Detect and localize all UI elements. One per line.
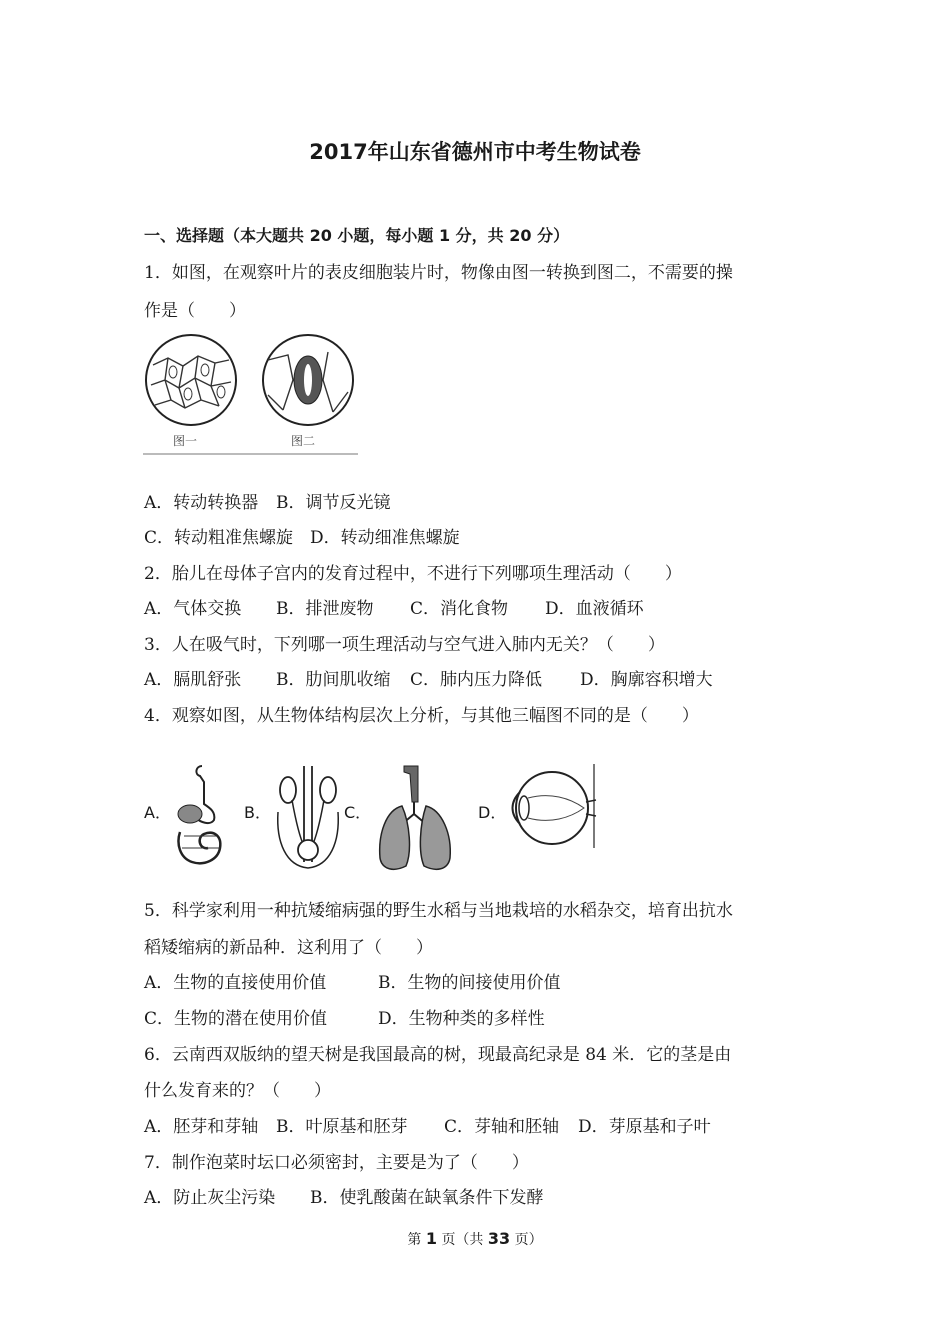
question-4-option-d-label: D． xyxy=(478,803,507,822)
question-4-stem: 4．观察如图，从生物体结构层次上分析，与其他三幅图不同的是（ ） xyxy=(144,706,699,726)
question-1-option-c: C．转动粗准焦螺旋 xyxy=(144,528,294,548)
question-3-option-a: A．膈肌舒张 xyxy=(144,670,242,690)
footer-suffix: 页） xyxy=(514,1232,543,1248)
question-7-option-a: A．防止灰尘污染 xyxy=(144,1188,276,1208)
question-1-option-d: D．转动细准焦螺旋 xyxy=(310,528,460,548)
respiratory-system-icon xyxy=(374,762,456,874)
question-6-option-a: A．胚芽和芽轴 xyxy=(144,1117,259,1137)
question-1-stem-line-2: 作是（ ） xyxy=(144,301,246,321)
question-3-option-b: B．肋间肌收缩 xyxy=(276,670,391,690)
question-2-option-b: B．排泄废物 xyxy=(276,599,374,619)
question-4-option-a-label: A． xyxy=(144,803,171,822)
footer-prefix: 第 xyxy=(407,1232,422,1248)
question-5-option-c: C．生物的潜在使用价值 xyxy=(144,1009,328,1029)
question-4-option-c-label: C． xyxy=(344,803,372,822)
question-2-option-c: C．消化食物 xyxy=(410,599,509,619)
urinary-system-icon xyxy=(270,762,346,874)
question-6-stem-line-1: 6．云南西双版纳的望天树是我国最高的树，现最高纪录是 84 米．它的茎是由 xyxy=(144,1045,732,1065)
question-7-stem: 7．制作泡菜时坛口必须密封，主要是为了（ ） xyxy=(144,1153,529,1173)
footer-mid: 页（共 xyxy=(441,1232,484,1248)
question-6-option-c: C．芽轴和胚轴 xyxy=(444,1117,560,1137)
question-2-stem: 2．胎儿在母体子宫内的发育过程中，不进行下列哪项生理活动（ ） xyxy=(144,564,682,584)
question-2-option-d: D．血液循环 xyxy=(545,599,644,619)
cell-view-two-image xyxy=(263,335,353,425)
question-5-option-d: D．生物种类的多样性 xyxy=(378,1009,545,1029)
question-6-option-b: B．叶原基和胚芽 xyxy=(276,1117,408,1137)
question-3-option-d: D．胸廓容积增大 xyxy=(580,670,713,690)
question-6-option-d: D．芽原基和子叶 xyxy=(578,1117,711,1137)
question-7-option-b: B．使乳酸菌在缺氧条件下发酵 xyxy=(310,1188,544,1208)
page-title: 2017年山东省德州市中考生物试卷 xyxy=(309,140,641,164)
question-5-option-a: A．生物的直接使用价值 xyxy=(144,973,327,993)
question-4-option-b-label: B． xyxy=(244,803,271,822)
eyeball-icon xyxy=(500,762,598,852)
question-5-option-b: B．生物的间接使用价值 xyxy=(378,973,561,993)
figure-label-two: 图二 xyxy=(291,434,316,448)
page-footer xyxy=(0,1229,950,1249)
footer-total-pages: 33 xyxy=(487,1229,511,1248)
section-heading: 一、选择题（本大题共 20 小题，每小题 1 分，共 20 分） xyxy=(144,226,570,245)
question-3-option-c: C．肺内压力降低 xyxy=(410,670,543,690)
question-1-figure xyxy=(143,330,363,458)
question-2-option-a: A．气体交换 xyxy=(144,599,242,619)
question-1-option-a: A．转动转换器 xyxy=(144,493,259,513)
question-1-option-b: B．调节反光镜 xyxy=(276,493,391,513)
question-3-stem: 3．人在吸气时，下列哪一项生理活动与空气进入肺内无关？（ ） xyxy=(144,635,665,655)
footer-page-number: 1 xyxy=(425,1229,437,1248)
question-1-stem-line-1: 1．如图，在观察叶片的表皮细胞装片时，物像由图一转换到图二，不需要的操 xyxy=(144,263,733,283)
digestive-system-icon xyxy=(170,762,232,874)
question-6-stem-line-2: 什么发育来的？（ ） xyxy=(144,1081,331,1101)
question-5-stem-line-2: 稻矮缩病的新品种．这利用了（ ） xyxy=(144,938,433,958)
figure-label-one: 图一 xyxy=(173,434,198,448)
cell-view-one-image xyxy=(146,335,236,425)
question-5-stem-line-1: 5．科学家利用一种抗矮缩病强的野生水稻与当地栽培的水稻杂交，培育出抗水 xyxy=(144,901,733,921)
